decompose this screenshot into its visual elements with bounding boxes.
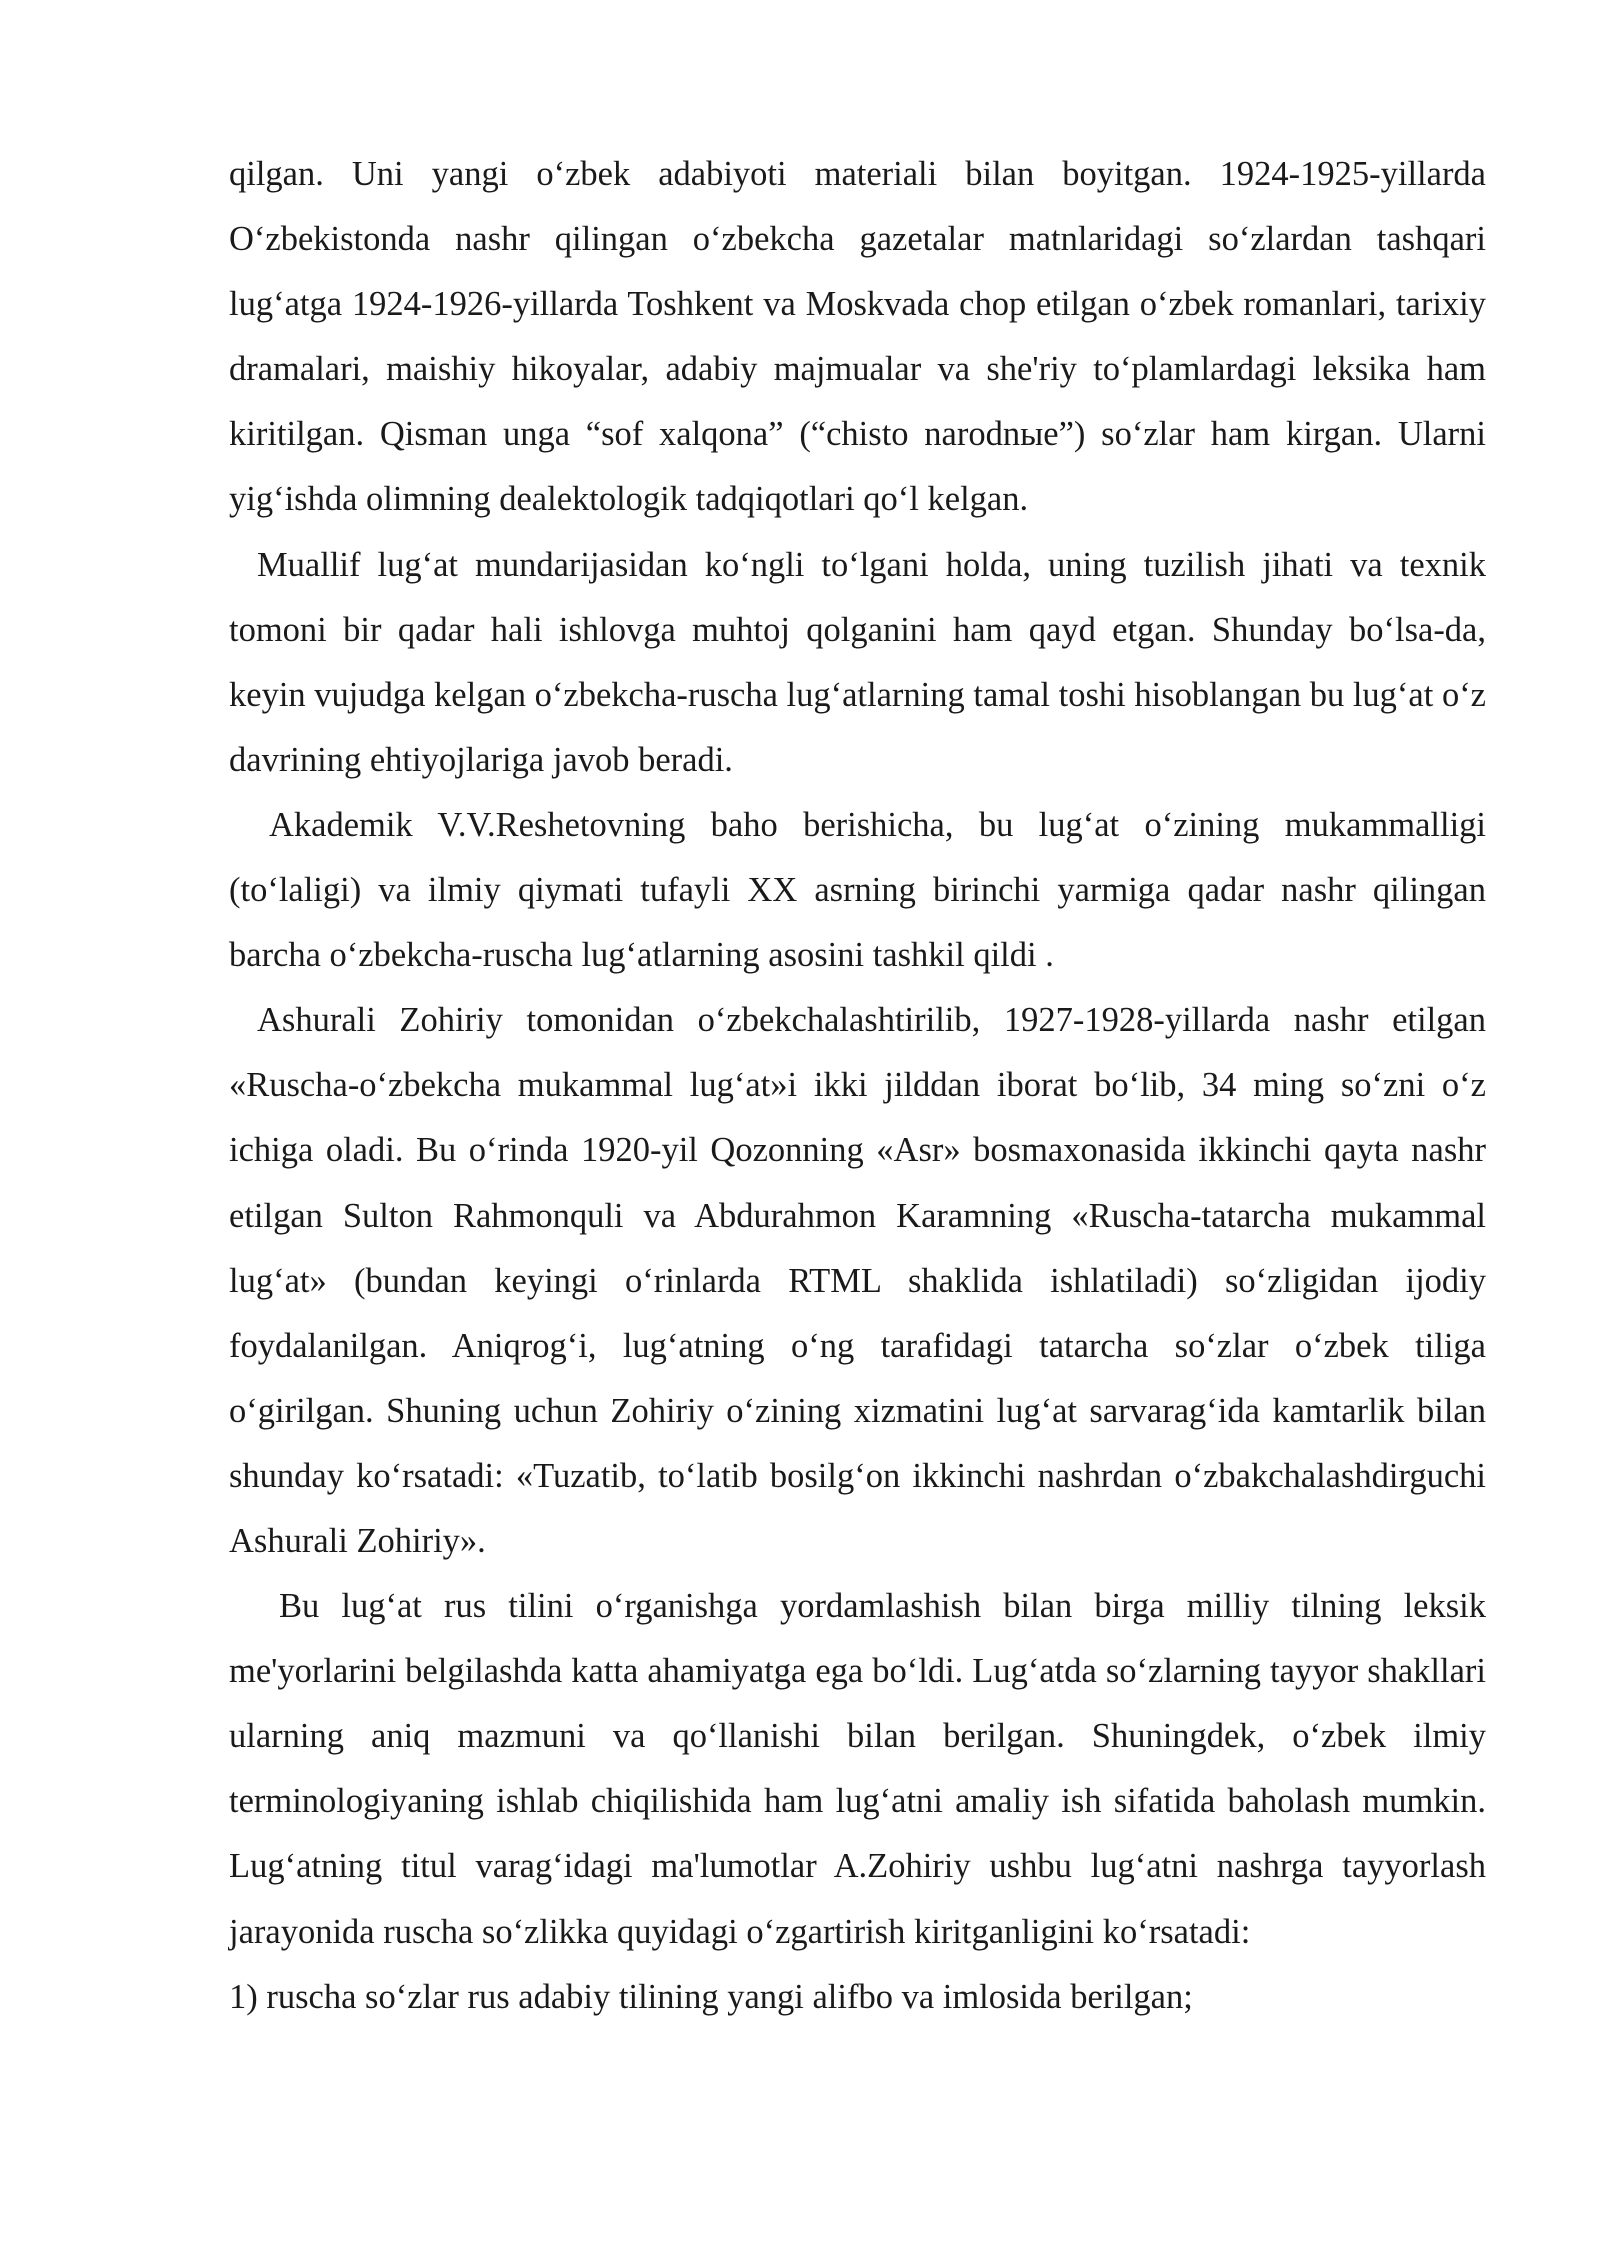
paragraph-dictionary-content: qilgan. Uni yangi o‘zbek adabiyoti materiali bilan boyitgan. 1924-1925-yillarda O‘zbekistonda nashr qilingan o‘zbekcha gazetalar matnlaridagi so‘zlardan tashqari lug‘atga 1924-1926-yillarda Toshkent va Moskvada chop etilgan o‘zbek romanlari, tarixiy dramalari, maishiy hikoyalar, adabiy majmualar va she'riy to‘plamlardagi leksika ham kiritilgan. Qisman unga “sof xalqona” (“chisto narodnыe”) so‘zlar ham kirgan. Ularni yig‘ishda olimning dealektologik tadqiqotlari qo‘l kelgan.: [229, 155, 1486, 519]
document-page: [229, 142, 1486, 2030]
list-item: 1) ruscha so‘zlar rus adabiy tilining yangi alifbo va imlosida berilgan;: [229, 1977, 1193, 2016]
paragraph-reshetov-evaluation: Akademik V.V.Reshetovning baho berishicha, bu lug‘at o‘zining mukammalligi (to‘laligi) va ilmiy qiymati tufayli XX asrning birinchi yarmiga qadar nashr qilingan barcha o‘zbekcha-ruscha lug‘atlarning asosini tashkil qildi .: [229, 805, 1486, 975]
paragraph-zohiriy-dictionary: Ashurali Zohiriy tomonidan o‘zbekchalashtirilib, 1927-1928-yillarda nashr etilgan «Ruscha-o‘zbekcha mukammal lug‘at»i ikki jilddan iborat bo‘lib, 34 ming so‘zni o‘z ichiga oladi. Bu o‘rinda 1920-yil Qozonning «Asr» bosmaxonasida ikkinchi qayta nashr etilgan Sulton Rahmonquli va Abdurahmon Karamning «Ruscha-tatarcha mukammal lug‘at» (bundan keyingi o‘rinlarda RTML shaklida ishlatiladi) so‘zligidan ijodiy foydalanilgan. Aniqrog‘i, lug‘atning o‘ng tarafidagi tatarcha so‘zlar o‘zbek tiliga o‘girilgan. Shuning uchun Zohiriy o‘zining xizmatini lug‘at sarvarag‘ida kamtarlik bilan shunday ko‘rsatadi: «Tuzatib, to‘latib bosilg‘on ikkinchi nashrdan o‘zbakchalashdirguchi Ashurali Zohiriy».: [229, 1001, 1486, 1560]
paragraph-dictionary-significance: Bu lug‘at rus tilini o‘rganishga yordamlashish bilan birga milliy tilning leksik me'yorlarini belgilashda katta ahamiyatga ega bo‘ldi. Lug‘atda so‘zlarning tayyor shakllari ularning aniq mazmuni va qo‘llanishi bilan berilgan. Shuningdek, o‘zbek ilmiy terminologiyaning ishlab chiqilishida ham lug‘atni amaliy ish sifatida baholash mumkin. Lug‘atning titul varag‘idagi ma'lumotlar A.Zohiriy ushbu lug‘atni nashrga tayyorlash jarayonida ruscha so‘zlikka quyidagi o‘zgartirish kiritganligini ko‘rsatadi:: [229, 1587, 1486, 1951]
paragraph-author-assessment: Muallif lug‘at mundarijasidan ko‘ngli to‘lgani holda, uning tuzilish jihati va texnik tomoni bir qadar hali ishlovga muhtoj qolganini ham qayd etgan. Shunday bo‘lsa-da, keyin vujudga kelgan o‘zbekcha-ruscha lug‘atlarning tamal toshi hisoblangan bu lug‘at o‘z davrining ehtiyojlariga javob beradi.: [229, 545, 1486, 779]
